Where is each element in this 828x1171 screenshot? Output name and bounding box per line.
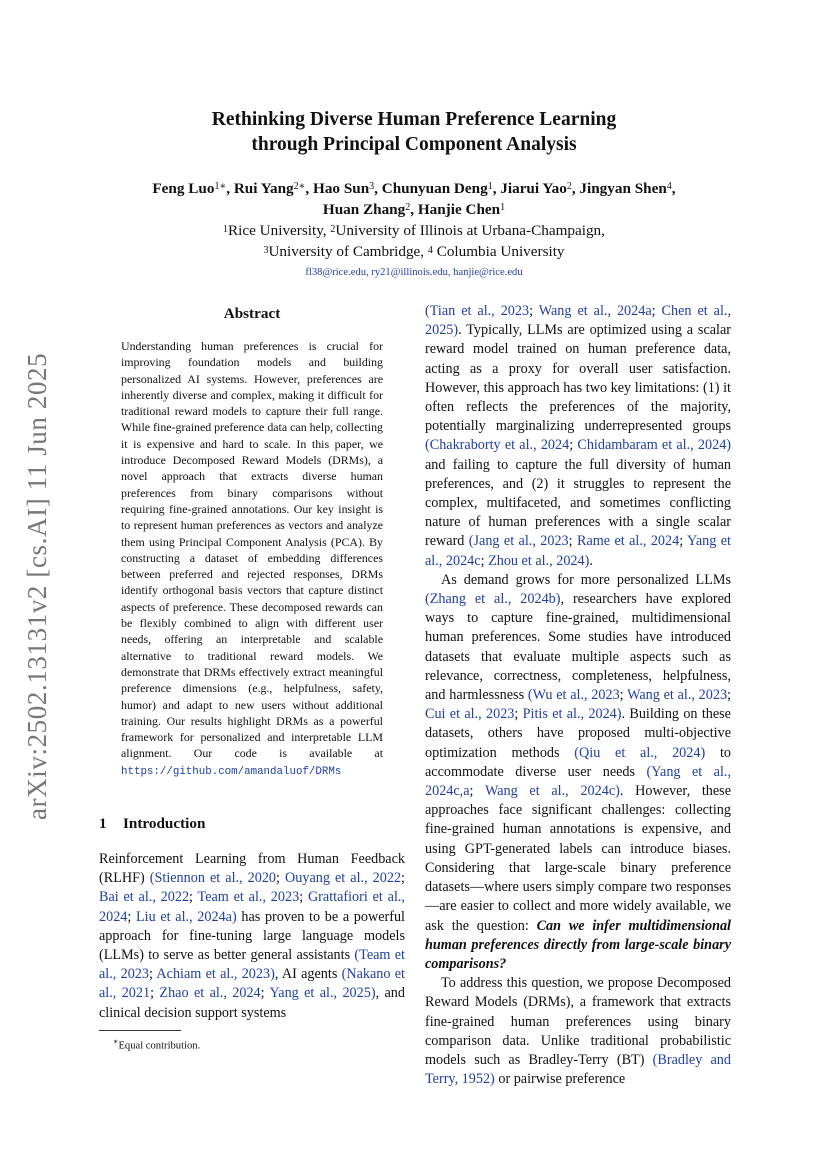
- author-list: [90, 178, 738, 220]
- author-name: Feng Luo: [152, 180, 215, 197]
- citation-link[interactable]: Wang et al., 2024c): [484, 783, 620, 800]
- code-repository-link[interactable]: https://github.com/amandaluof/DRMs: [121, 765, 342, 778]
- footnote-mark: ∗: [113, 1036, 119, 1046]
- body-text-run: ;: [727, 687, 731, 704]
- citation-link[interactable]: Rame et al., 2024: [576, 533, 680, 550]
- body-text-run: . Typically, LLMs are optimized using a scalar reward model trained on human preference data, acting as a proxy for overall user satisfaction. However, this approach has two key limitations: (1) it often reflects the preferences of the majority, potentially marginalizing underrepresented groups: [425, 322, 731, 435]
- citation-link[interactable]: (Yang et al., 2024c,a: [425, 763, 731, 800]
- author: [152, 180, 233, 197]
- body-text-run: ;: [651, 303, 662, 319]
- affiliation-line-2: $^3$University of Cambridge, $^4$ Columbia University: [263, 243, 565, 260]
- author-affiliation-mark: 2: [566, 181, 572, 192]
- intro-paragraph-3: [425, 571, 731, 974]
- author-affiliation-mark: 1∗: [214, 181, 227, 192]
- author: [313, 180, 382, 197]
- body-text-run: ;: [679, 533, 688, 550]
- intro-paragraph-1: [99, 850, 405, 1023]
- author: [382, 180, 501, 197]
- body-text-run: and failing to capture the full diversity of human preferences, and (2) it struggles to represent the complex, multifaceted, and sometimes conflicting nature of human preferences with a single scalar reward: [425, 456, 731, 550]
- body-text-run: , and clinical decision support systems: [99, 985, 405, 1021]
- author-affiliation-mark: 3: [369, 181, 375, 192]
- author-separator: ,: [571, 180, 580, 197]
- author: [500, 180, 579, 197]
- citation-link[interactable]: Zhao et al., 2024: [159, 985, 261, 1002]
- author: [234, 180, 313, 197]
- title-line-2: through Principal Component Analysis: [251, 134, 577, 155]
- citation-link[interactable]: (Jang et al., 2023: [468, 533, 569, 550]
- author-name: Chunyuan Deng: [381, 180, 488, 197]
- citation-link[interactable]: (Bradley and Terry, 1952): [425, 1051, 731, 1088]
- citation-link[interactable]: Team et al., 2023: [197, 889, 300, 906]
- body-text-run: To address this question, we propose Decomposed Reward Models (DRMs), a framework that extracts fine-grained human preferences using binary comparison data. Unlike traditional probabilistic models such as Bradley-Terry (BT): [425, 975, 731, 1068]
- arxiv-identifier-stamp: arXiv:2502.13131v2 [cs.AI] 11 Jun 2025: [22, 352, 52, 820]
- body-text-run: ;: [514, 706, 523, 723]
- body-text-run: , AI agents: [274, 966, 342, 983]
- body-text-run: ;: [276, 870, 286, 887]
- citation-link[interactable]: Zhou et al., 2024): [488, 552, 590, 569]
- author-emails[interactable]: fl38@rice.edu, ry21@illinois.edu, hanjie@rice.edu: [305, 267, 523, 278]
- body-text-run: ;: [150, 985, 160, 1002]
- citation-link[interactable]: Chen et al., 2025): [425, 303, 732, 339]
- citation-link[interactable]: Bai et al., 2022: [99, 889, 190, 906]
- paper-header: [90, 107, 738, 282]
- body-text-run: ;: [127, 908, 136, 925]
- research-question: Can we infer multidimensional human preferences directly from large-scale binary comparisons?: [425, 917, 731, 972]
- body-text-run: ;: [480, 552, 489, 569]
- citation-link[interactable]: (Zhang et al., 2024b): [425, 591, 561, 608]
- author-name: Huan Zhang: [322, 201, 406, 218]
- body-text-run: ;: [189, 889, 198, 906]
- citation-link[interactable]: Wang et al., 2023: [627, 687, 728, 704]
- citation-link[interactable]: Ouyang et al., 2022: [285, 870, 402, 887]
- author: [323, 201, 418, 218]
- author-affiliation-mark: 4: [666, 181, 672, 192]
- intro-paragraph-4: [425, 974, 731, 1089]
- citation-link[interactable]: Pitis et al., 2024): [522, 706, 622, 723]
- intro-paragraph-2: [425, 302, 731, 571]
- citation-link[interactable]: Grattafiori et al., 2024: [99, 889, 405, 925]
- citation-link[interactable]: (Wu et al., 2023: [527, 687, 620, 704]
- author-name: Jingyan Shen: [579, 180, 667, 197]
- body-text-run: As demand grows for more personalized LLMs: [441, 571, 731, 588]
- section-number: 1: [99, 815, 107, 833]
- citation-link[interactable]: (Nakano et al., 2021: [99, 966, 405, 1002]
- citation-link[interactable]: Yang et al., 2024c: [425, 533, 731, 569]
- citation-link[interactable]: Cui et al., 2023: [425, 706, 515, 723]
- body-text-run: has proven to be a powerful approach for fine-tuning large language models (LLMs) to serve as better general assistants: [99, 908, 406, 964]
- citation-link[interactable]: Yang et al., 2025): [269, 985, 376, 1002]
- author-affiliation-mark: 1: [500, 202, 506, 213]
- body-text-run: ;: [260, 985, 270, 1002]
- citation-link[interactable]: Chidambaram et al., 2024): [577, 437, 732, 454]
- body-text-run: Reinforcement Learning from Human Feedback (RLHF): [99, 851, 405, 887]
- body-text-run: ;: [401, 870, 405, 887]
- author-separator: ,: [226, 180, 234, 197]
- left-column: [99, 300, 405, 1053]
- body-text-run: to accommodate diverse user needs: [425, 744, 731, 780]
- title-line-1: Rethinking Diverse Human Preference Learning: [211, 109, 617, 130]
- body-text-run: . Building on these datasets, others have proposed multi-objective optimization methods: [425, 706, 731, 761]
- author-separator: ,: [671, 180, 676, 197]
- body-text-run: , researchers have explored ways to capture fine-grained, multidimensional human preferences. Some studies have introduced datasets that evaluate multiple aspects such as relevance, correctness, completeness, helpfulness, and harmlessness: [425, 591, 731, 704]
- author-separator: ,: [305, 180, 314, 197]
- author-affiliation-mark: 2∗: [293, 181, 306, 192]
- body-text-run: ;: [148, 966, 157, 983]
- citation-link[interactable]: Wang et al., 2024a: [538, 303, 652, 319]
- author-name: Jiarui Yao: [500, 180, 567, 197]
- footnote-divider: [99, 1030, 181, 1031]
- body-text-run: or pairwise preference: [494, 1071, 626, 1088]
- section-heading-introduction: [99, 814, 405, 834]
- body-text-run: ;: [568, 533, 577, 550]
- affiliation-line-1: $^1$Rice University, $^2$University of Illinois at Urbana-Champaign,: [223, 222, 605, 239]
- footnote: [99, 1035, 405, 1054]
- abstract-heading: Abstract: [223, 305, 281, 322]
- author-separator: ,: [410, 201, 418, 218]
- body-text-run: ;: [569, 437, 578, 454]
- author: [579, 180, 675, 197]
- citation-link[interactable]: (Team et al., 2023: [99, 947, 405, 983]
- body-text-run: ;: [529, 303, 539, 319]
- author-name: Hanjie Chen: [417, 201, 501, 218]
- author-name: Hao Sun: [313, 180, 370, 197]
- author-affiliation-mark: 2: [405, 202, 411, 213]
- citation-link[interactable]: Achiam et al., 2023): [156, 966, 275, 983]
- body-text-run: . However, these approaches face significant challenges: collecting fine-grained human annotations is expensive, and using GPT-generated labels can introduce biases. Considering that large-scale binary preference datasets—where users simply compare two responses—are easier to collect and more widely available, we ask the question:: [425, 783, 731, 934]
- citation-link[interactable]: Liu et al., 2024a): [136, 908, 237, 925]
- author-separator: ,: [374, 180, 382, 197]
- right-column: [425, 302, 731, 1089]
- citation-link[interactable]: (Qiu et al., 2024): [574, 744, 706, 761]
- abstract-text: Understanding human preferences is crucial for improving foundation models and building personalized AI systems. However, preferences are inherently diverse and complex, making it difficult for traditional reward models to capture their full range. While fine-grained preference data can help, collecting it is expensive and hard to scale. In this paper, we introduce Decomposed Reward Models (DRMs), a novel approach that extracts diverse human preferences from binary comparisons without requiring fine-grained annotations. Our key insight is to represent human preferences as vectors and analyze them using Principal Component Analysis (PCA). By constructing a dataset of embedding differences between preferred and rejected responses, DRMs identify orthogonal basis vectors that capture distinct aspects of preference. These decomposed rewards can be flexibly combined to align with different user needs, offering an interpretable and scalable alternative to traditional reward models. We demonstrate that DRMs effectively extract meaningful preference dimensions (e.g., helpfulness, safety, humor) and adapt to new users without additional training. Our results highlight DRMs as a powerful framework for personalized and interpretable LLM alignment. Our code is available at https://github.com/amandaluof/DRMs: [121, 339, 383, 778]
- author-name: Rui Yang: [233, 180, 294, 197]
- body-text-run: ;: [619, 687, 628, 704]
- author: [418, 201, 505, 218]
- citation-link[interactable]: (Tian et al., 2023: [425, 303, 530, 319]
- body-text-run: ;: [299, 889, 308, 906]
- author-separator: ,: [492, 180, 501, 197]
- body-text-run: .: [589, 552, 593, 569]
- body-text-run: ;: [469, 783, 485, 800]
- section-title: Introduction: [123, 815, 206, 833]
- footnote-text: Equal contribution.: [118, 1040, 201, 1052]
- citation-link[interactable]: (Chakraborty et al., 2024: [425, 437, 570, 454]
- paper-title: [90, 107, 738, 157]
- citation-link[interactable]: (Stiennon et al., 2020: [149, 870, 277, 887]
- author-affiliation-mark: 1: [487, 181, 493, 192]
